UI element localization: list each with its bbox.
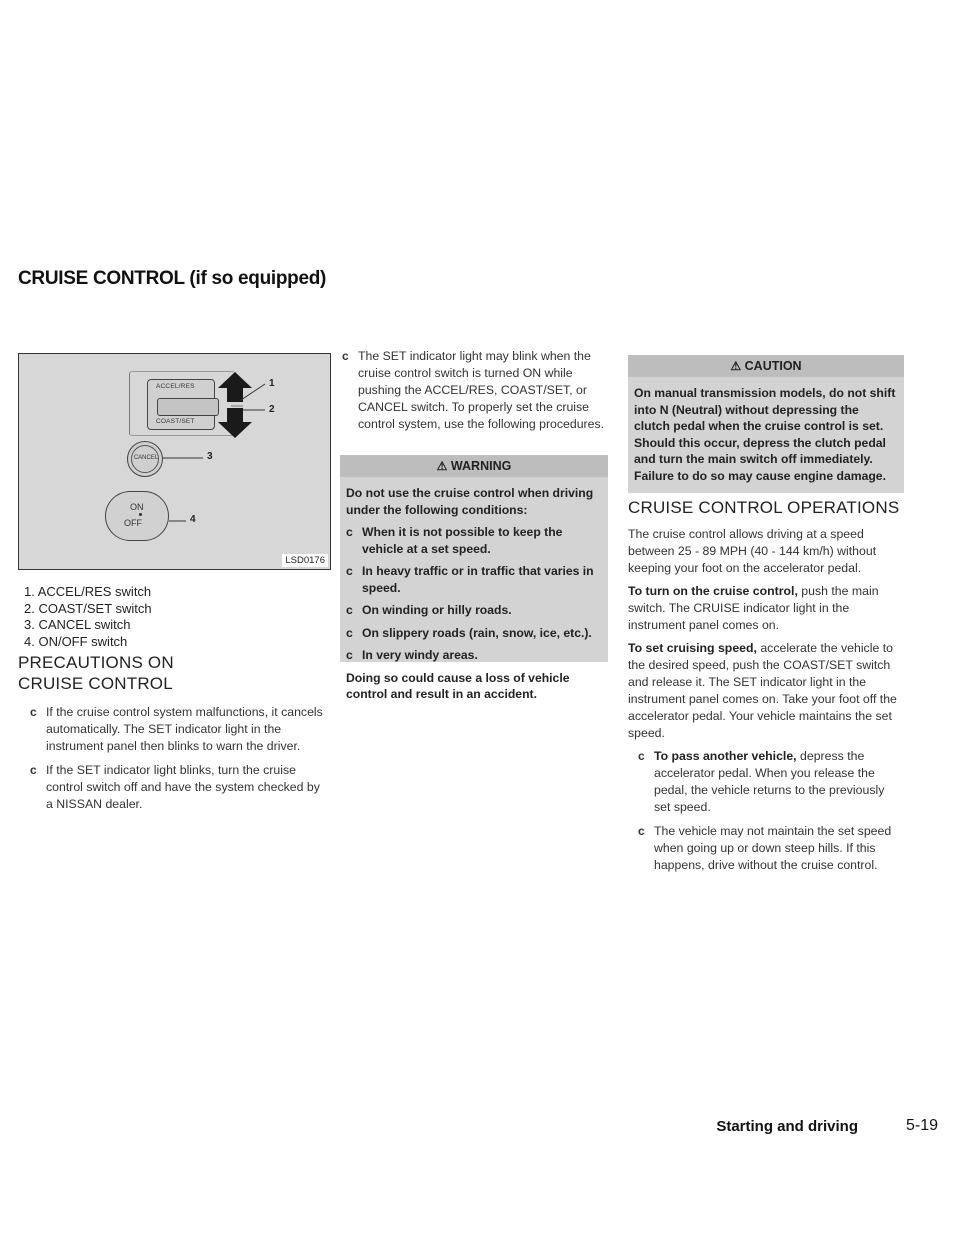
warning-outro: Doing so could cause a loss of vehicle control and result in an accident.: [346, 670, 570, 701]
coast-set-label: COAST/SET: [156, 418, 195, 425]
operations-heading: CRUISE CONTROL OPERATIONS: [628, 498, 900, 517]
caption-item: 4. ON/OFF switch: [24, 633, 128, 649]
callout-4: 4: [190, 514, 196, 525]
warning-title: WARNING: [450, 459, 512, 473]
warning-header: [340, 455, 608, 477]
turn-on-paragraph: To turn on the cruise control, push the main switch. The CRUISE indicator light in the instrument panel comes on.: [628, 584, 879, 632]
list-item: c When it is not possible to keep the vehicle at a set speed.: [346, 525, 563, 556]
column-2: [338, 348, 608, 440]
caption-item: 2. COAST/SET switch: [24, 600, 152, 616]
callout-lines: [19, 354, 332, 571]
list-item: c On slippery roads (rain, snow, ice, etc.).: [346, 625, 592, 640]
caution-title: CAUTION: [744, 359, 802, 373]
section-heading: CRUISE CONTROL (if so equipped): [18, 268, 327, 289]
down-arrow-icon: [218, 408, 252, 438]
warning-intro: Do not use the cruise control when driving under the following conditions:: [346, 486, 594, 517]
caption-item: 1. ACCEL/RES switch: [24, 584, 152, 599]
on-label: ON: [130, 502, 144, 512]
up-arrow-icon: [218, 372, 252, 402]
off-label: OFF: [124, 518, 142, 528]
figure-caption: [24, 584, 152, 650]
cancel-label: CANCEL: [133, 455, 159, 461]
cruise-switch-figure: [18, 353, 331, 570]
figure-code: LSD0176: [282, 554, 328, 567]
cancel-switch: [127, 441, 163, 477]
accel-res-label: ACCEL/RES: [156, 383, 195, 390]
operations-section: [628, 497, 904, 881]
caution-icon: ⚠: [730, 359, 742, 373]
list-item: c If the cruise control system malfunctions, it cancels automatically. The SET indicator light in the instrument panel then blinks to warn the driver.: [30, 705, 323, 753]
callout-2: 2: [269, 404, 275, 415]
callout-1: 1: [269, 378, 275, 389]
list-item: c In very windy areas.: [346, 648, 478, 662]
list-item: c The vehicle may not maintain the set speed when going up or down steep hills. If this happens, drive without the cruise control.: [638, 824, 892, 872]
caution-header: [628, 355, 904, 377]
page-number: 5-19: [905, 1117, 938, 1134]
list-item: c The SET indicator light may blink when the cruise control switch is turned ON while pushing the ACCEL/RES, COAST/SET, or CANCEL switch. To properly set the cruise control system, use the following procedures.: [342, 349, 605, 431]
set-speed-paragraph: To set cruising speed, accelerate the vehicle to the desired speed, push the COAST/SET switch and release it. The SET indicator light in the instrument panel comes on. Take your foot off the accelerator pedal. Your vehicle maintains the set speed.: [628, 641, 897, 740]
operations-intro: The cruise control allows driving at a speed between 25 - 89 MPH (40 - 144 km/h) without keeping your foot on the accelerator pedal.: [628, 527, 877, 575]
list-item: c If the SET indicator light blinks, turn the cruise control switch off and have the system checked by a NISSAN dealer.: [30, 763, 320, 811]
precautions-heading: PRECAUTIONS ON CRUISE CONTROL: [18, 653, 174, 693]
list-item: c In heavy traffic or in traffic that varies in speed.: [346, 564, 594, 595]
warning-box: [340, 455, 608, 701]
caption-item: 3. CANCEL switch: [24, 617, 131, 632]
indicator-dot: [139, 513, 142, 516]
warning-icon: ⚠: [436, 459, 448, 473]
footer-chapter: Starting and driving: [716, 1118, 858, 1135]
list-item: c On winding or hilly roads.: [346, 603, 512, 617]
caution-box: [628, 355, 904, 493]
caution-text: On manual transmission models, do not shift into N (Neutral) without depressing the clutch pedal when the cruise control is set. Should this occur, depress the clutch pedal and turn the main switch off immediately. Failure to do so may cause engine damage.: [634, 386, 896, 483]
on-off-switch: [105, 491, 169, 541]
precautions-section: [18, 652, 328, 820]
list-item: c To pass another vehicle, depress the accelerator pedal. When you release the pedal, the vehicle returns to the previously set speed.: [638, 749, 885, 814]
callout-3: 3: [207, 451, 213, 462]
